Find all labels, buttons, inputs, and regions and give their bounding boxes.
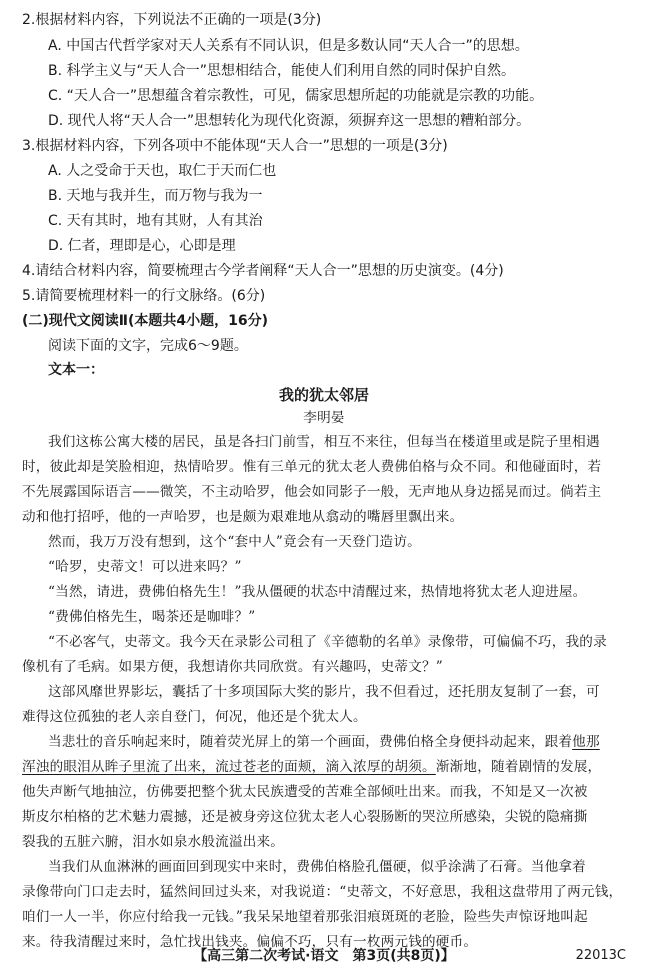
story-line-21: 来。待我清醒过来时，急忙找出钱夹。偏偏不巧，只有一枚两元钱的硬币。 bbox=[22, 934, 478, 950]
story-line-11: 这部风靡世界影坛，囊括了十多项国际大奖的影片，我不但看过，还托朋友复制了一套，可 bbox=[48, 684, 600, 700]
page-footer: 【高三第二次考试·语文 第3页(共8页)】 bbox=[193, 948, 455, 964]
section-instruction: 阅读下面的文字，完成6～9题。 bbox=[48, 338, 248, 354]
question-4: 4.请结合材料内容，简要梳理古今学者阐释“天人合一”思想的历史演变。(4分) bbox=[22, 263, 504, 279]
question-3-option-b: B. 天地与我并生，而万物与我为一 bbox=[48, 188, 263, 204]
underlined-phrase-start: 他那 bbox=[572, 734, 600, 750]
exam-code: 22013C bbox=[575, 948, 626, 963]
question-5: 5.请简要梳理材料一的行文脉络。(6分) bbox=[22, 288, 266, 304]
text-one-label: 文本一： bbox=[48, 362, 104, 378]
story-line-19: 录像带向门口走去时，猛然间回过头来，对我说道：“史蒂文，不好意思，我租这盘带用了两元钱， bbox=[22, 884, 623, 900]
story-line-9: “不必客气，史蒂文。我今天在录影公司租了《辛德勒的名单》录像带，可偏偏不巧，我的录 bbox=[48, 634, 607, 650]
story-line-15: 他失声断气地抽泣，仿佛要把整个犹太民族遭受的苦难全部倾吐出来。而我，不知是又一次被 bbox=[22, 784, 588, 800]
story-line-14 bbox=[22, 757, 601, 777]
story-line-8: “费佛伯格先生，喝茶还是咖啡？” bbox=[48, 609, 256, 625]
story-line-7: “当然，请进，费佛伯格先生！”我从僵硬的状态中清醒过来，热情地将犹太老人迎进屋。 bbox=[48, 584, 587, 600]
question-2-option-a: A. 中国古代哲学家对天人关系有不同认识，但是多数认同“天人合一”的思想。 bbox=[48, 38, 529, 54]
story-line-1: 我们这栋公寓大楼的居民，虽是各扫门前雪，相互不来往，但每当在楼道里或是院子里相遇 bbox=[48, 434, 600, 450]
question-2-option-b: B. 科学主义与“天人合一”思想相结合，能使人们利用自然的同时保护自然。 bbox=[48, 63, 516, 79]
question-2-option-d: D. 现代人将“天人合一”思想转化为现代化资源，须摒弃这一思想的糟粕部分。 bbox=[48, 113, 531, 129]
story-line-4: 动和他打招呼，他的一声哈罗，也是颇为艰难地从翕动的嘴唇里飘出来。 bbox=[22, 509, 464, 525]
story-line-13 bbox=[48, 732, 600, 752]
section-heading: (二)现代文阅读Ⅱ(本题共4小题，16分) bbox=[22, 313, 269, 329]
story-line-16: 斯皮尔柏格的艺术魅力震撼，还是被身旁这位犹太老人心裂肠断的哭泣所感染，尖锐的隐痛撕 bbox=[22, 809, 588, 825]
question-2-option-c: C. “天人合一”思想蕴含着宗教性，可见，儒家思想所起的功能就是宗教的功能。 bbox=[48, 88, 544, 104]
question-3-option-a: A. 人之受命于天也，取仁于天而仁也 bbox=[48, 163, 277, 179]
story-line-10: 像机有了毛病。如果方便，我想请你共同欣赏。有兴趣吗，史蒂文？” bbox=[22, 659, 443, 675]
story-line-18: 当我们从血淋淋的画面回到现实中来时，费佛伯格脸孔僵硬，似乎涂满了石膏。当他拿着 bbox=[48, 859, 586, 875]
story-line-2: 时，彼此却是笑脸相迎，热情哈罗。惟有三单元的犹太老人费佛伯格与众不同。和他碰面时，若 bbox=[22, 459, 602, 475]
question-2-stem: 2.根据材料内容，下列说法不正确的一项是(3分) bbox=[22, 12, 322, 28]
story-line-6: “哈罗，史蒂文！可以进来吗？” bbox=[48, 559, 242, 575]
question-3-option-c: C. 天有其时，地有其财，人有其治 bbox=[48, 213, 263, 229]
story-line-13-text: 当悲壮的音乐响起来时，随着荧光屏上的第一个画面，费佛伯格全身便抖动起来，跟着 bbox=[48, 734, 573, 750]
question-3-stem: 3.根据材料内容，下列各项中不能体现“天人合一”思想的一项是(3分) bbox=[22, 138, 448, 154]
story-line-20: 咱们一人一半，你应付给我一元钱。”我呆呆地望着那张泪痕斑斑的老脸，险些失声惊讶地叫起 bbox=[22, 909, 588, 925]
story-title: 我的犹太邻居 bbox=[278, 386, 369, 404]
story-line-12: 难得这位孤独的老人亲自登门，何况，他还是个犹太人。 bbox=[22, 709, 367, 725]
story-line-17: 裂我的五脏六腑，泪水如泉水般流溢出来。 bbox=[22, 834, 285, 850]
story-line-3: 不先展露国际语言——微笑，不主动哈罗，他会如同影子一般，无声地从身边摇晃而过。倘若主 bbox=[22, 484, 602, 500]
underlined-phrase: 浑浊的眼泪从眸子里流了出来，流过苍老的面颊，滴入浓厚的胡须。 bbox=[22, 759, 436, 775]
story-author: 李明晏 bbox=[303, 410, 345, 426]
story-line-14-rest: 渐渐地，随着剧情的发展， bbox=[435, 759, 602, 775]
story-line-5: 然而，我万万没有想到，这个“套中人”竟会有一天登门造访。 bbox=[48, 534, 421, 550]
question-3-option-d: D. 仁者，理即是心，心即是理 bbox=[48, 238, 236, 254]
